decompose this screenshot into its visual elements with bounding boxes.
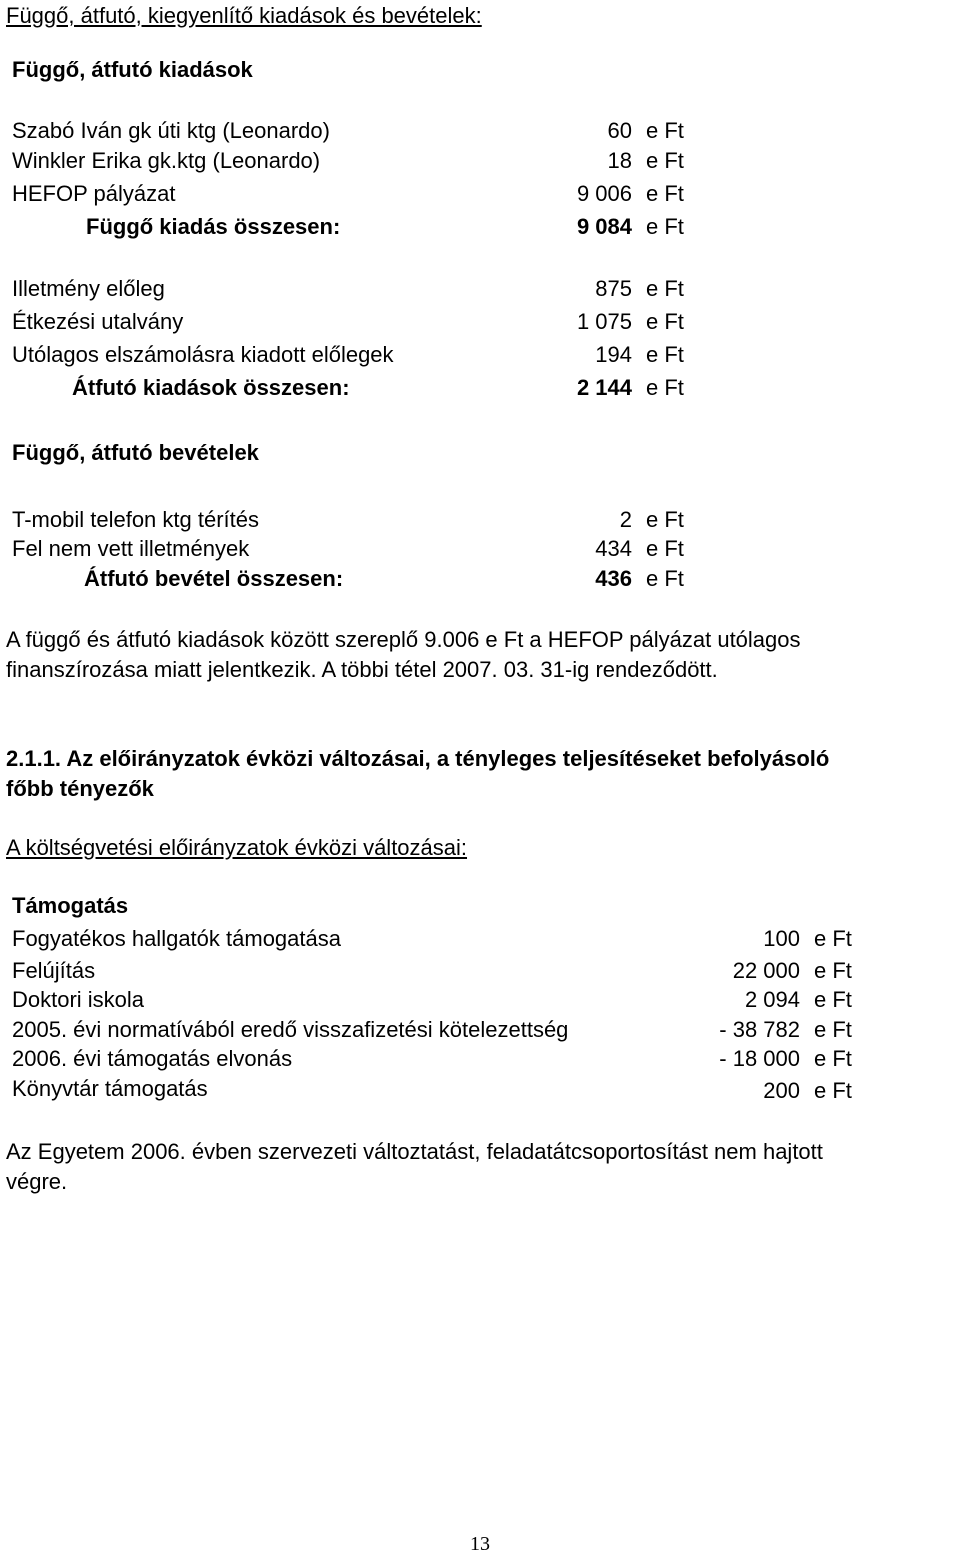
support-amount: 2 094 [744, 987, 800, 1012]
support-unit: e Ft [814, 958, 852, 983]
chapter-heading-line-2: főbb tényezők [6, 776, 154, 801]
expense-amount: 1 075 [576, 309, 632, 334]
expense-unit: e Ft [646, 309, 684, 334]
support-heading: Támogatás [12, 893, 129, 918]
support-unit: e Ft [814, 1017, 852, 1042]
support-label: Könyvtár támogatás [12, 1076, 208, 1101]
support-amount: - 18 000 [719, 1046, 800, 1071]
pending-total-amount: 9 084 [576, 214, 632, 239]
income-amount: 434 [595, 536, 632, 561]
expense-amount: 18 [607, 148, 632, 173]
income-unit: e Ft [646, 536, 684, 561]
expense-amount: 60 [607, 118, 632, 143]
page-number: 13 [470, 1533, 490, 1555]
support-unit: e Ft [814, 926, 852, 951]
support-unit: e Ft [814, 1078, 852, 1103]
income-total-amount: 436 [595, 566, 632, 591]
transit-total-amount: 2 144 [576, 375, 632, 400]
chapter-heading-line-1: 2.1.1. Az előirányzatok évközi változásai, a tényleges teljesítéseket befolyásoló [6, 746, 830, 771]
support-unit: e Ft [814, 1046, 852, 1071]
expense-label: Illetmény előleg [12, 276, 165, 301]
chapter-heading [6, 744, 956, 804]
support-label: 2005. évi normatívából eredő visszafizetési kötelezettség [12, 1017, 569, 1042]
closing-paragraph [6, 1137, 956, 1197]
pending-total-label: Függő kiadás összesen: [86, 214, 341, 239]
income-total-unit: e Ft [646, 566, 684, 591]
support-amount: 200 [763, 1078, 800, 1103]
expense-unit: e Ft [646, 148, 684, 173]
section-title: Függő, átfutó, kiegyenlítő kiadások és bevételek: [6, 3, 482, 28]
expense-unit: e Ft [646, 118, 684, 143]
note-line-1: A függő és átfutó kiadások között szereplő 9.006 e Ft a HEFOP pályázat utólagos [6, 627, 801, 652]
support-unit: e Ft [814, 987, 852, 1012]
transit-total-label: Átfutó kiadások összesen: [72, 375, 350, 400]
income-label: T-mobil telefon ktg térítés [12, 507, 259, 532]
expense-unit: e Ft [646, 342, 684, 367]
pending-income-heading: Függő, átfutó bevételek [12, 440, 259, 465]
support-label: Felújítás [12, 958, 96, 983]
income-label: Fel nem vett illetmények [12, 536, 250, 561]
support-amount: 22 000 [732, 958, 800, 983]
expense-amount: 9 006 [576, 181, 632, 206]
income-total-label: Átfutó bevétel összesen: [84, 566, 344, 591]
expense-unit: e Ft [646, 181, 684, 206]
closing-line-2: végre. [6, 1169, 68, 1194]
budget-changes-heading: A költségvetési előirányzatok évközi változásai: [6, 835, 468, 860]
expense-label: Étkezési utalvány [12, 309, 184, 334]
expense-label: Szabó Iván gk úti ktg (Leonardo) [12, 118, 330, 143]
support-amount: - 38 782 [719, 1017, 800, 1042]
expense-label: HEFOP pályázat [12, 181, 176, 206]
note-paragraph [6, 625, 956, 685]
expense-unit: e Ft [646, 276, 684, 301]
expense-label: Winkler Erika gk.ktg (Leonardo) [12, 148, 321, 173]
support-label: Fogyatékos hallgatók támogatása [12, 926, 341, 951]
income-amount: 2 [619, 507, 632, 532]
expense-label: Utólagos elszámolásra kiadott előlegek [12, 342, 394, 367]
note-line-2: finanszírozása miatt jelentkezik. A többi tétel 2007. 03. 31-ig rendeződött. [6, 657, 718, 682]
transit-total-unit: e Ft [646, 375, 684, 400]
support-label: Doktori iskola [12, 987, 145, 1012]
support-label: 2006. évi támogatás elvonás [12, 1046, 293, 1071]
income-unit: e Ft [646, 507, 684, 532]
pending-expenses-heading: Függő, átfutó kiadások [12, 57, 253, 82]
expense-amount: 194 [595, 342, 632, 367]
expense-amount: 875 [595, 276, 632, 301]
pending-total-unit: e Ft [646, 214, 684, 239]
closing-line-1: Az Egyetem 2006. évben szervezeti változtatást, feladatátcsoportosítást nem hajtott [6, 1139, 823, 1164]
support-amount: 100 [763, 926, 800, 951]
